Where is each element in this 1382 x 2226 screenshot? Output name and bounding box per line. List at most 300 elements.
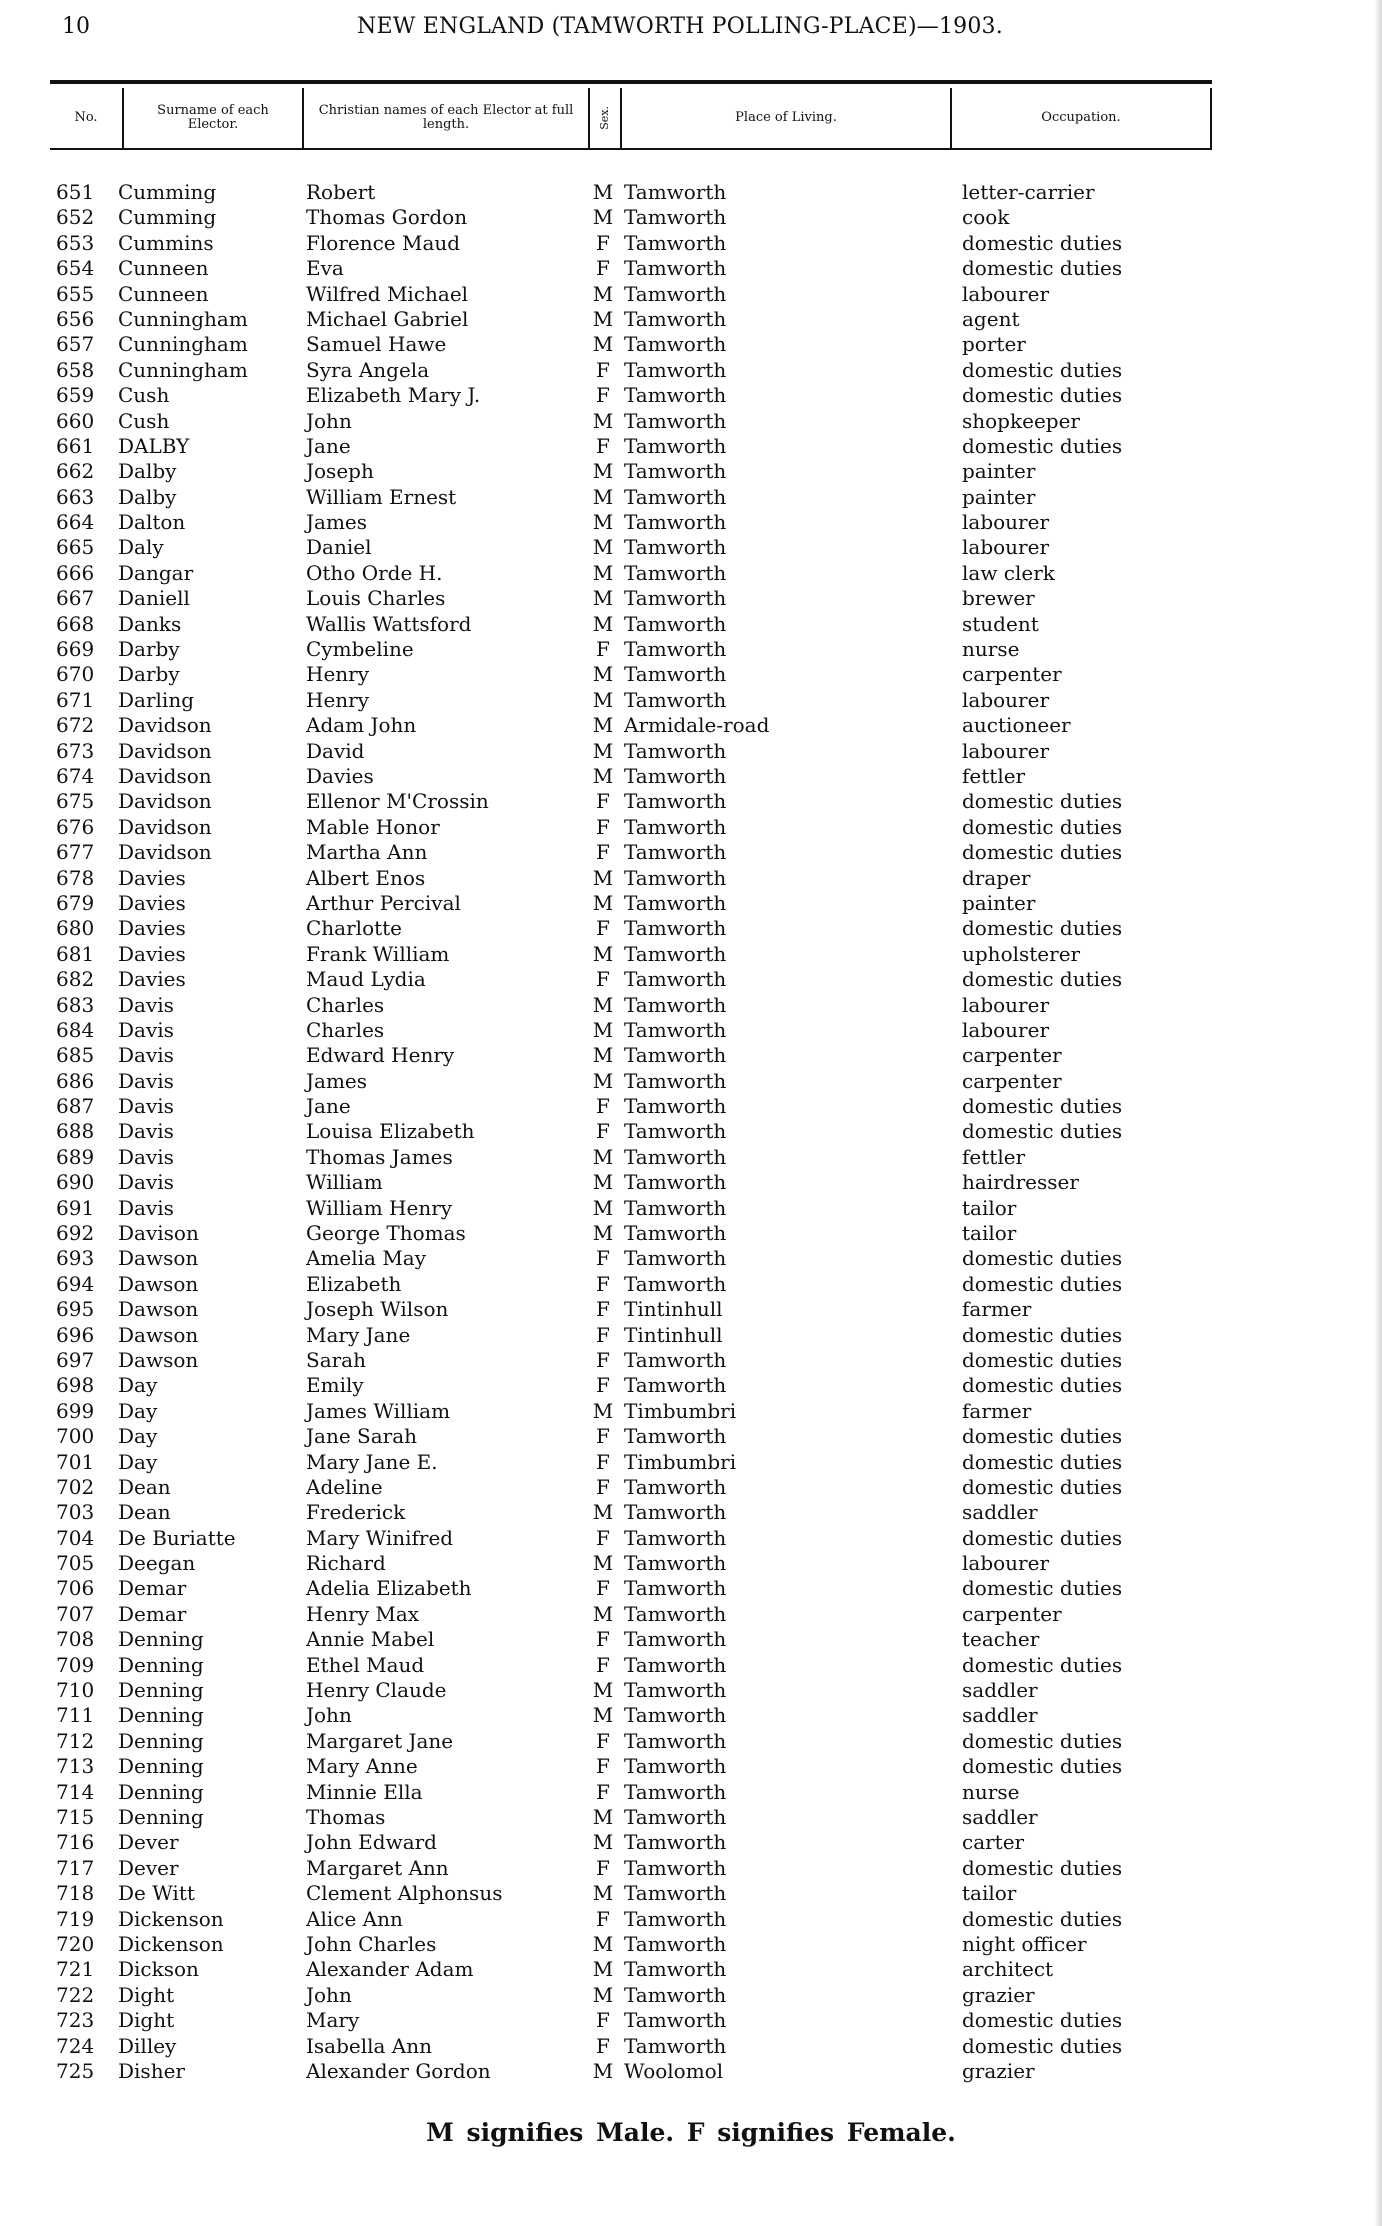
- elector-number: 723: [56, 2008, 95, 2033]
- elector-number: 663: [56, 484, 95, 509]
- elector-place-of-living: Tamworth: [624, 1906, 727, 1931]
- elector-sex: M: [592, 865, 614, 890]
- elector-sex: F: [596, 1474, 610, 1499]
- elector-sex: F: [596, 967, 610, 992]
- elector-surname: Denning: [118, 1779, 204, 1804]
- elector-sex: F: [596, 916, 610, 941]
- elector-sex: F: [596, 1271, 610, 1296]
- footer-note: M signifies Male. F signifies Female.: [426, 2118, 956, 2147]
- elector-occupation: domestic duties: [962, 967, 1123, 992]
- elector-surname: Day: [118, 1398, 158, 1423]
- elector-sex: M: [592, 1678, 614, 1703]
- elector-christian-names: Ellenor M'Crossin: [306, 789, 489, 814]
- list-item: [0, 1703, 1382, 1728]
- list-item: [0, 383, 1382, 408]
- elector-sex: F: [596, 1855, 610, 1880]
- scan-edge-shadow: [1374, 0, 1382, 2226]
- elector-place-of-living: Tamworth: [624, 1881, 727, 1906]
- elector-place-of-living: Tamworth: [624, 662, 727, 687]
- elector-surname: Danks: [118, 611, 182, 636]
- elector-occupation: night officer: [962, 1931, 1087, 1956]
- elector-christian-names: Richard: [306, 1551, 386, 1576]
- elector-number: 674: [56, 763, 95, 788]
- elector-christian-names: Alexander Adam: [306, 1957, 474, 1982]
- list-item: [0, 205, 1382, 230]
- elector-christian-names: Sarah: [306, 1347, 366, 1372]
- elector-occupation: teacher: [962, 1627, 1040, 1652]
- elector-occupation: grazier: [962, 2058, 1035, 2083]
- elector-occupation: farmer: [962, 1398, 1032, 1423]
- col-header-place-label: Place of Living.: [735, 110, 837, 125]
- elector-surname: Denning: [118, 1652, 204, 1677]
- elector-surname: Demar: [118, 1576, 187, 1601]
- elector-christian-names: Frank William: [306, 941, 450, 966]
- elector-number: 671: [56, 687, 95, 712]
- col-header-no: [50, 88, 122, 148]
- elector-surname: Cumming: [118, 205, 217, 230]
- list-item: [0, 1196, 1382, 1221]
- elector-sex: M: [592, 1170, 614, 1195]
- elector-place-of-living: Tamworth: [624, 1931, 727, 1956]
- elector-surname: De Witt: [118, 1881, 195, 1906]
- elector-place-of-living: Tamworth: [624, 1830, 727, 1855]
- elector-surname: Dawson: [118, 1246, 199, 1271]
- elector-occupation: domestic duties: [962, 1347, 1123, 1372]
- elector-surname: Davis: [118, 1068, 174, 1093]
- list-item: [0, 1805, 1382, 1830]
- list-item: [0, 1830, 1382, 1855]
- elector-sex: F: [596, 2008, 610, 2033]
- elector-number: 716: [56, 1830, 95, 1855]
- elector-place-of-living: Tamworth: [624, 1068, 727, 1093]
- list-item: [0, 1729, 1382, 1754]
- elector-number: 684: [56, 1017, 95, 1042]
- elector-place-of-living: Tamworth: [624, 1525, 727, 1550]
- elector-sex: M: [592, 1601, 614, 1626]
- elector-place-of-living: Tamworth: [624, 180, 727, 204]
- list-item: [0, 1069, 1382, 1094]
- elector-number: 672: [56, 713, 95, 738]
- elector-occupation: upholsterer: [962, 941, 1081, 966]
- elector-surname: Darby: [118, 637, 180, 662]
- elector-christian-names: Albert Enos: [306, 865, 426, 890]
- elector-surname: Davidson: [118, 814, 212, 839]
- elector-christian-names: Margaret Ann: [306, 1855, 449, 1880]
- elector-place-of-living: Tamworth: [624, 1601, 727, 1626]
- list-item: [0, 282, 1382, 307]
- elector-number: 697: [56, 1347, 95, 1372]
- list-item: [0, 967, 1382, 992]
- list-item: [0, 1018, 1382, 1043]
- elector-christian-names: Ethel Maud: [306, 1652, 425, 1677]
- elector-occupation: tailor: [962, 1881, 1017, 1906]
- elector-place-of-living: Tamworth: [624, 332, 727, 357]
- list-item: [0, 1602, 1382, 1627]
- elector-sex: M: [592, 1830, 614, 1855]
- elector-christian-names: Frederick: [306, 1500, 406, 1525]
- elector-sex: F: [596, 1779, 610, 1804]
- elector-occupation: domestic duties: [962, 433, 1123, 458]
- elector-number: 660: [56, 408, 95, 433]
- elector-christian-names: Maud Lydia: [306, 967, 426, 992]
- elector-occupation: porter: [962, 332, 1026, 357]
- elector-sex: M: [592, 459, 614, 484]
- elector-occupation: labourer: [962, 687, 1050, 712]
- elector-sex: M: [592, 992, 614, 1017]
- elector-sex: M: [592, 611, 614, 636]
- elector-occupation: nurse: [962, 1779, 1020, 1804]
- elector-place-of-living: Tamworth: [624, 1094, 727, 1119]
- list-item: [0, 1246, 1382, 1271]
- elector-occupation: agent: [962, 306, 1020, 331]
- elector-occupation: saddler: [962, 1703, 1038, 1728]
- list-item: [0, 1907, 1382, 1932]
- list-item: [0, 1145, 1382, 1170]
- elector-occupation: domestic duties: [962, 383, 1123, 408]
- elector-number: 657: [56, 332, 95, 357]
- elector-christian-names: Henry: [306, 662, 370, 687]
- elector-sex: M: [592, 1043, 614, 1068]
- list-item: [0, 1272, 1382, 1297]
- elector-christian-names: Charlotte: [306, 916, 403, 941]
- elector-surname: DALBY: [118, 433, 190, 458]
- list-item: [0, 459, 1382, 484]
- elector-christian-names: Henry Claude: [306, 1678, 447, 1703]
- elector-occupation: domestic duties: [962, 1119, 1123, 1144]
- elector-place-of-living: Tamworth: [624, 1119, 727, 1144]
- elector-number: 694: [56, 1271, 95, 1296]
- elector-surname: Davison: [118, 1221, 199, 1246]
- elector-occupation: carpenter: [962, 1043, 1062, 1068]
- elector-christian-names: Clement Alphonsus: [306, 1881, 503, 1906]
- elector-surname: Day: [118, 1373, 158, 1398]
- elector-surname: Davis: [118, 1119, 174, 1144]
- elector-occupation: domestic duties: [962, 256, 1123, 281]
- elector-place-of-living: Tamworth: [624, 1043, 727, 1068]
- elector-occupation: auctioneer: [962, 713, 1071, 738]
- elector-surname: Dawson: [118, 1271, 199, 1296]
- elector-place-of-living: Tamworth: [624, 1754, 727, 1779]
- list-item: [0, 1399, 1382, 1424]
- elector-place-of-living: Tamworth: [624, 1017, 727, 1042]
- elector-occupation: hairdresser: [962, 1170, 1079, 1195]
- elector-occupation: labourer: [962, 992, 1050, 1017]
- elector-place-of-living: Tamworth: [624, 1957, 727, 1982]
- elector-christian-names: Charles: [306, 1017, 385, 1042]
- elector-number: 686: [56, 1068, 95, 1093]
- col-header-no-label: No.: [74, 110, 98, 125]
- elector-place-of-living: Tamworth: [624, 1576, 727, 1601]
- elector-sex: M: [592, 535, 614, 560]
- elector-number: 689: [56, 1144, 95, 1169]
- elector-christian-names: Minnie Ella: [306, 1779, 423, 1804]
- elector-occupation: domestic duties: [962, 230, 1123, 255]
- elector-surname: Dight: [118, 2008, 175, 2033]
- elector-christian-names: John: [306, 1703, 352, 1728]
- elector-number: 669: [56, 637, 95, 662]
- elector-number: 706: [56, 1576, 95, 1601]
- elector-surname: Davidson: [118, 738, 212, 763]
- elector-place-of-living: Tamworth: [624, 357, 727, 382]
- elector-sex: F: [596, 1347, 610, 1372]
- list-item: [0, 358, 1382, 383]
- elector-christian-names: Michael Gabriel: [306, 306, 469, 331]
- elector-place-of-living: Tamworth: [624, 789, 727, 814]
- elector-christian-names: Daniel: [306, 535, 372, 560]
- elector-sex: F: [596, 230, 610, 255]
- elector-occupation: domestic duties: [962, 2033, 1123, 2058]
- elector-sex: F: [596, 1246, 610, 1271]
- elector-occupation: domestic duties: [962, 1322, 1123, 1347]
- elector-number: 678: [56, 865, 95, 890]
- list-item: [0, 1932, 1382, 1957]
- elector-number: 700: [56, 1424, 95, 1449]
- elector-place-of-living: Tamworth: [624, 1373, 727, 1398]
- list-item: [0, 1780, 1382, 1805]
- elector-number: 699: [56, 1398, 95, 1423]
- elector-christian-names: Jane Sarah: [306, 1424, 418, 1449]
- list-item: [0, 2059, 1382, 2084]
- elector-place-of-living: Tamworth: [624, 1144, 727, 1169]
- elector-place-of-living: Tamworth: [624, 1347, 727, 1372]
- elector-number: 682: [56, 967, 95, 992]
- list-item: [0, 815, 1382, 840]
- elector-surname: Dalby: [118, 459, 177, 484]
- elector-occupation: letter-carrier: [962, 180, 1095, 204]
- elector-sex: F: [596, 256, 610, 281]
- elector-place-of-living: Tamworth: [624, 1271, 727, 1296]
- list-item: [0, 1424, 1382, 1449]
- elector-number: 661: [56, 433, 95, 458]
- elector-number: 707: [56, 1601, 95, 1626]
- elector-occupation: carpenter: [962, 1601, 1062, 1626]
- elector-place-of-living: Tamworth: [624, 383, 727, 408]
- elector-number: 675: [56, 789, 95, 814]
- elector-surname: Davies: [118, 967, 186, 992]
- elector-surname: Dalby: [118, 484, 177, 509]
- elector-place-of-living: Tamworth: [624, 281, 727, 306]
- elector-number: 722: [56, 1982, 95, 2007]
- elector-number: 652: [56, 205, 95, 230]
- col-header-christian-label: Christian names of each Elector at full length.: [318, 103, 574, 132]
- elector-place-of-living: Tamworth: [624, 738, 727, 763]
- list-item: [0, 1576, 1382, 1601]
- elector-surname: Davis: [118, 1017, 174, 1042]
- elector-number: 653: [56, 230, 95, 255]
- elector-place-of-living: Tamworth: [624, 1474, 727, 1499]
- list-item: [0, 739, 1382, 764]
- elector-place-of-living: Tamworth: [624, 637, 727, 662]
- elector-christian-names: Amelia May: [306, 1246, 427, 1271]
- elector-occupation: painter: [962, 890, 1036, 915]
- elector-place-of-living: Tamworth: [624, 941, 727, 966]
- elector-christian-names: Wallis Wattsford: [306, 611, 472, 636]
- col-header-place: [620, 88, 950, 148]
- list-item: [0, 1881, 1382, 1906]
- elector-occupation: domestic duties: [962, 1525, 1123, 1550]
- elector-surname: Denning: [118, 1805, 204, 1829]
- elector-place-of-living: Tamworth: [624, 687, 727, 712]
- elector-surname: Davies: [118, 916, 186, 941]
- elector-place-of-living: Woolomol: [624, 2058, 724, 2083]
- elector-number: 662: [56, 459, 95, 484]
- elector-place-of-living: Tamworth: [624, 1221, 727, 1246]
- elector-christian-names: Elizabeth: [306, 1271, 402, 1296]
- elector-place-of-living: Tamworth: [624, 560, 727, 585]
- elector-occupation: domestic duties: [962, 2008, 1123, 2033]
- elector-occupation: grazier: [962, 1982, 1035, 2007]
- elector-christian-names: Florence Maud: [306, 230, 461, 255]
- elector-place-of-living: Tamworth: [624, 1703, 727, 1728]
- elector-place-of-living: Tamworth: [624, 1728, 727, 1753]
- elector-occupation: domestic duties: [962, 1271, 1123, 1296]
- elector-occupation: labourer: [962, 738, 1050, 763]
- elector-number: 710: [56, 1678, 95, 1703]
- elector-place-of-living: Tamworth: [624, 1500, 727, 1525]
- elector-occupation: domestic duties: [962, 1754, 1123, 1779]
- elector-number: 713: [56, 1754, 95, 1779]
- elector-number: 725: [56, 2058, 95, 2083]
- elector-place-of-living: Timbumbri: [624, 1449, 737, 1474]
- elector-sex: M: [592, 1144, 614, 1169]
- elector-occupation: domestic duties: [962, 814, 1123, 839]
- elector-surname: Day: [118, 1424, 158, 1449]
- elector-number: 693: [56, 1246, 95, 1271]
- elector-surname: Dangar: [118, 560, 194, 585]
- elector-occupation: domestic duties: [962, 1474, 1123, 1499]
- elector-sex: M: [592, 738, 614, 763]
- elector-surname: Dickenson: [118, 1906, 224, 1931]
- elector-surname: Cush: [118, 408, 170, 433]
- elector-sex: F: [596, 1525, 610, 1550]
- elector-place-of-living: Armidale-road: [624, 713, 770, 738]
- elector-place-of-living: Tamworth: [624, 535, 727, 560]
- elector-number: 721: [56, 1957, 95, 1982]
- elector-surname: Denning: [118, 1728, 204, 1753]
- elector-surname: Davies: [118, 890, 186, 915]
- elector-sex: F: [596, 1322, 610, 1347]
- elector-surname: Denning: [118, 1703, 204, 1728]
- elector-number: 712: [56, 1728, 95, 1753]
- elector-christian-names: Louis Charles: [306, 586, 446, 611]
- elector-surname: Davis: [118, 1043, 174, 1068]
- elector-surname: De Buriatte: [118, 1525, 236, 1550]
- elector-occupation: student: [962, 611, 1039, 636]
- elector-christian-names: Samuel Hawe: [306, 332, 447, 357]
- elector-place-of-living: Tamworth: [624, 1805, 727, 1829]
- elector-christian-names: John Edward: [306, 1830, 437, 1855]
- elector-christian-names: Annie Mabel: [306, 1627, 435, 1652]
- elector-occupation: farmer: [962, 1297, 1032, 1322]
- list-item: [0, 1500, 1382, 1525]
- elector-christian-names: David: [306, 738, 365, 763]
- elector-place-of-living: Tamworth: [624, 1195, 727, 1220]
- elector-occupation: carter: [962, 1830, 1025, 1855]
- elector-sex: M: [592, 687, 614, 712]
- elector-surname: Dean: [118, 1474, 171, 1499]
- elector-sex: M: [592, 205, 614, 230]
- list-item: [0, 535, 1382, 560]
- list-item: [0, 612, 1382, 637]
- elector-surname: Davidson: [118, 789, 212, 814]
- elector-number: 676: [56, 814, 95, 839]
- elector-surname: Davidson: [118, 713, 212, 738]
- elector-sex: M: [592, 1703, 614, 1728]
- list-item: [0, 2034, 1382, 2059]
- list-item: [0, 1475, 1382, 1500]
- elector-place-of-living: Tamworth: [624, 840, 727, 865]
- elector-christian-names: James: [306, 510, 368, 535]
- elector-surname: Cunningham: [118, 306, 248, 331]
- elector-surname: Darby: [118, 662, 180, 687]
- elector-sex: F: [596, 2033, 610, 2058]
- list-item: [0, 231, 1382, 256]
- elector-occupation: tailor: [962, 1195, 1017, 1220]
- elector-number: 687: [56, 1094, 95, 1119]
- elector-number: 655: [56, 281, 95, 306]
- elector-surname: Disher: [118, 2058, 185, 2083]
- elector-place-of-living: Tamworth: [624, 256, 727, 281]
- elector-number: 701: [56, 1449, 95, 1474]
- elector-number: 718: [56, 1881, 95, 1906]
- elector-sex: F: [596, 357, 610, 382]
- list-item: [0, 866, 1382, 891]
- elector-surname: Denning: [118, 1678, 204, 1703]
- list-item: [0, 1323, 1382, 1348]
- elector-christian-names: Henry: [306, 687, 370, 712]
- elector-number: 720: [56, 1931, 95, 1956]
- list-item: [0, 1450, 1382, 1475]
- list-item: [0, 789, 1382, 814]
- list-item: [0, 409, 1382, 434]
- elector-christian-names: Thomas: [306, 1805, 386, 1829]
- list-item: [0, 1043, 1382, 1068]
- col-header-surname: [122, 88, 302, 148]
- elector-number: 717: [56, 1855, 95, 1880]
- elector-number: 664: [56, 510, 95, 535]
- header-rule: [50, 80, 1212, 84]
- elector-christian-names: Davies: [306, 763, 374, 788]
- elector-surname: Day: [118, 1449, 158, 1474]
- elector-occupation: draper: [962, 865, 1031, 890]
- elector-christian-names: Mary: [306, 2008, 360, 2033]
- elector-number: 668: [56, 611, 95, 636]
- elector-sex: F: [596, 1449, 610, 1474]
- elector-number: 704: [56, 1525, 95, 1550]
- elector-christian-names: Adeline: [306, 1474, 383, 1499]
- elector-occupation: fettler: [962, 763, 1026, 788]
- elector-occupation: domestic duties: [962, 1906, 1123, 1931]
- elector-surname: Denning: [118, 1627, 204, 1652]
- elector-place-of-living: Tamworth: [624, 1652, 727, 1677]
- list-item: [0, 1856, 1382, 1881]
- list-item: [0, 561, 1382, 586]
- elector-place-of-living: Tamworth: [624, 2008, 727, 2033]
- elector-occupation: tailor: [962, 1221, 1017, 1246]
- elector-sex: M: [592, 941, 614, 966]
- elector-number: 681: [56, 941, 95, 966]
- elector-surname: Dickson: [118, 1957, 199, 1982]
- elector-surname: Dawson: [118, 1297, 199, 1322]
- list-item: [0, 1627, 1382, 1652]
- elector-christian-names: Edward Henry: [306, 1043, 455, 1068]
- elector-place-of-living: Tamworth: [624, 1627, 727, 1652]
- elector-occupation: labourer: [962, 510, 1050, 535]
- elector-surname: Dever: [118, 1855, 179, 1880]
- list-item: [0, 1373, 1382, 1398]
- elector-number: 715: [56, 1805, 95, 1829]
- elector-christian-names: Elizabeth Mary J.: [306, 383, 481, 408]
